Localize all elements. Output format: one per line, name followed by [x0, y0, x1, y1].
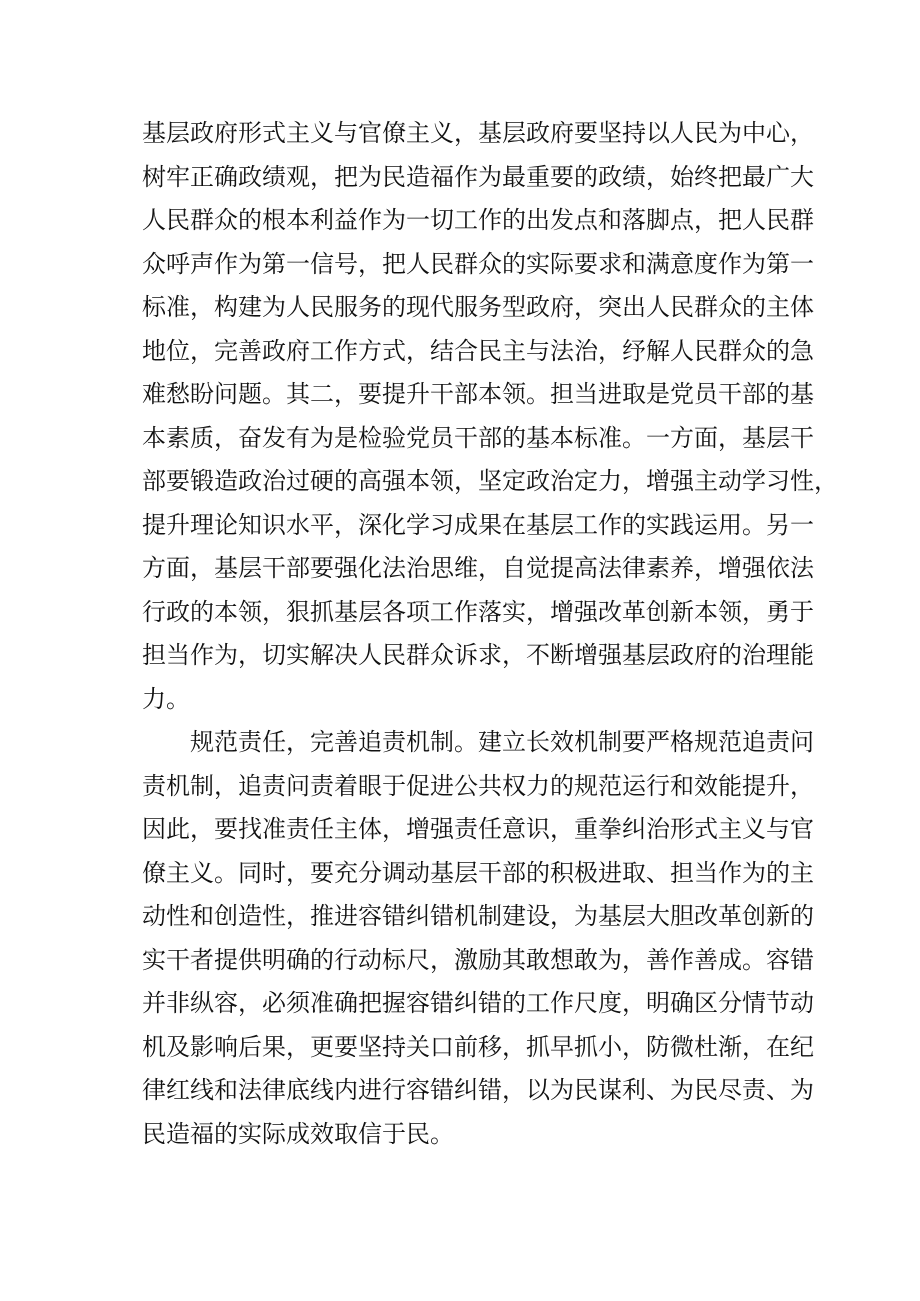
text-line: 提升理论知识水平，深化学习成果在基层工作的实践运用。另一	[142, 510, 814, 539]
text-line: 行政的本领，狠抓基层各项工作落实，增强改革创新本领，勇于	[142, 597, 814, 626]
text-line: 地位，完善政府工作方式，结合民主与法治，纾解人民群众的急	[142, 336, 814, 365]
text-line: 规范责任，完善追责机制。建立长效机制要严格规范追责问	[190, 728, 814, 756]
text-line: 树牢正确政绩观，把为民造福作为最重要的政绩，始终把最广大	[142, 162, 814, 191]
text-line: 众呼声作为第一信号，把人民群众的实际要求和满意度作为第一	[142, 249, 814, 278]
text-line: 方面，基层干部要强化法治思维，自觉提高法律素养，增强依法	[142, 554, 814, 582]
text-line: 部要锻造政治过硬的高强本领，坚定政治定力，增强主动学习性，	[142, 467, 838, 495]
text-line: 本素质，奋发有为是检验党员干部的基本标准。一方面，基层干	[142, 423, 814, 452]
text-line: 标准，构建为人民服务的现代服务型政府，突出人民群众的主体	[142, 293, 814, 321]
text-line: 机及影响后果，更要坚持关口前移，抓早抓小，防微杜渐，在纪	[142, 1032, 814, 1061]
paragraph-1	[142, 112, 838, 721]
paragraph-2	[142, 721, 814, 1156]
text-line: 基层政府形式主义与官僚主义，基层政府要坚持以人民为中心，	[142, 119, 814, 147]
text-line: 力。	[142, 684, 190, 713]
text-line: 责机制，追责问责着眼于促进公共权力的规范运行和效能提升，	[142, 771, 814, 800]
text-line: 民造福的实际成效取信于民。	[142, 1119, 454, 1148]
text-line: 僚主义。同时，要充分调动基层干部的积极进取、担当作为的主	[142, 858, 814, 887]
text-line: 难愁盼问题。其二，要提升干部本领。担当进取是党员干部的基	[142, 380, 814, 408]
text-line: 律红线和法律底线内进行容错纠错，以为民谋利、为民尽责、为	[142, 1076, 814, 1104]
body-text	[142, 112, 838, 1156]
text-line: 人民群众的根本利益作为一切工作的出发点和落脚点，把人民群	[142, 206, 814, 234]
text-line: 担当作为，切实解决人民群众诉求，不断增强基层政府的治理能	[142, 641, 814, 669]
text-line: 并非纵容，必须准确把握容错纠错的工作尺度，明确区分情节动	[142, 989, 814, 1017]
text-line: 实干者提供明确的行动标尺，激励其敢想敢为，善作善成。容错	[142, 945, 814, 974]
text-line: 动性和创造性，推进容错纠错机制建设，为基层大胆改革创新的	[142, 902, 814, 930]
text-line: 因此，要找准责任主体，增强责任意识，重拳纠治形式主义与官	[142, 815, 814, 843]
